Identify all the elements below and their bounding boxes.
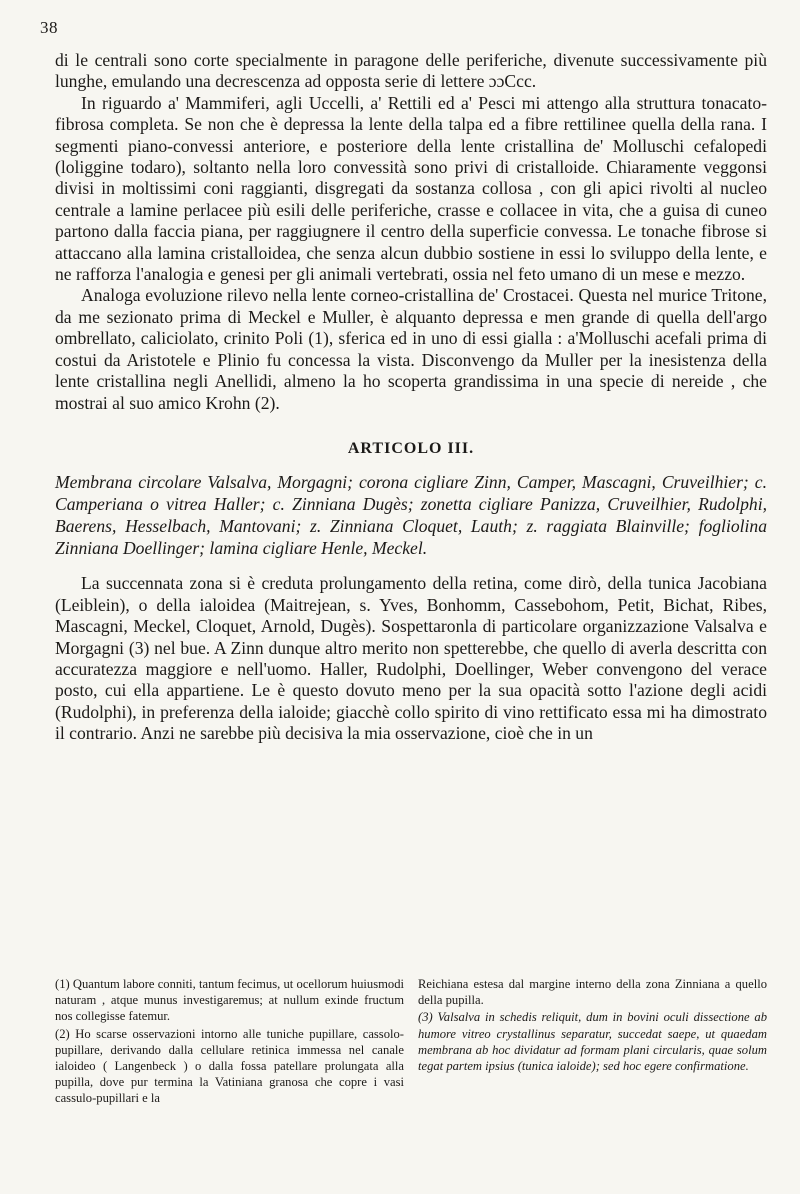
footnote-3: (3) Valsalva in schedis reliquit, dum in bovini oculi dissectione ab humore vitreo crystallinus separatur, succedat saepe, ut quaedam membrana ab hoc dividatur ad formam plani circularis, quae solum tegat partem ipsius (tunica ialoide); sed hoc egere confirmatione. [418,1010,767,1074]
paragraph-2: In riguardo a' Mammiferi, agli Uccelli, a' Rettili ed a' Pesci mi attengo alla struttura tonacato-fibrosa completa. Se non che è depressa la lente della talpa ed a fibre rettilinee quella della rana. I segmenti piano-convessi anteriore, e posteriore della lente cristallina de' Molluschi cefalopedi (loliggine todaro), soltanto nella loro convessità sono privi di cristalloide. Chiaramente veggonsi divisi in moltissimi coni raggianti, disgregati da sostanza collosa , con gli apici rivolti al nucleo centrale a lamine perlacee più esili delle periferiche, crasse e collacee in vita, che a guisa di cuneo partono dalla faccia piana, per raggiugnere il centro della superficie convessa. Le tonache fibrose si attaccano alla lamina cristalloidea, che senza alcun dubbio sostiene in essi lo sviluppo della lente, e ne rafforza l'analogia e genesi per gli animali vertebrati, ossia nel feto umano di un mese e mezzo. [55,92,767,285]
footnotes [55,976,767,1108]
article-heading: ARTICOLO III. [347,439,475,457]
footnote-2-continued: Reichiana estesa dal margine interno della zona Zinniana a quello della pupilla. [418,977,767,1008]
paragraph-1: di le centrali sono corte specialmente in paragone delle periferiche, divenute successivamente più lunghe, emulando una decrescenza ad opposta serie di lettere ɔɔCcc. [55,50,767,92]
footnote-1: (1) Quantum labore conniti, tantum fecimus, ut ocellorum huiusmodi naturam , atque munus investigaremus; at nullum exinde fructum nos collegisse fatemur. [55,977,404,1024]
main-text [55,50,767,745]
article-subtitle: Membrana circolare Valsalva, Morgagni; corona cigliare Zinn, Camper, Mascagni, Cruveilhier; c. Camperiana o vitrea Haller; c. Zinniana Dugès; zonetta cigliare Panizza, Cruveilhier, Rudolphi, Baerens, Hesselbach, Mantovani; z. Zinniana Cloquet, Lauth; z. raggiata Blainville; fogliolina Zinniana Doellinger; lamina cigliare Henle, Meckel. [55,472,767,559]
footnote-2: (2) Ho scarse osservazioni intorno alle tuniche pupillare, cassolo-pupillare, derivando dalla cellulare retinica immessa nel canale ialoideo ( Langenbeck ) o dalla fossa patellare prolungata alla pupilla, dove pur termina la Vatiniana granosa che copre i vasi cassulo-pupillari e la [55,1026,404,1106]
footnotes-right-column [418,976,767,1108]
footnotes-left-column [55,976,404,1108]
page-number: 38 [40,18,58,37]
paragraph-3: Analoga evoluzione rilevo nella lente corneo-cristallina de' Crostacei. Questa nel murice Tritone, da me sezionato prima di Meckel e Muller, è alquanto depressa e men grande di quella dell'argo ombrellato, caliciolato, crinito Poli (1), sferica ed in uno di essi gialla : a'Molluschi acefali prima di costui da Aristotele e Plinio fu concessa la vista. Disconvengo da Muller per la inesistenza della lente cristallina negli Anellidi, almeno la ho scoperta grandissima in una specie di nereide , che mostrai al suo amico Krohn (2). [55,285,767,413]
article-paragraph: La succennata zona si è creduta prolungamento della retina, come dirò, della tunica Jacobiana (Leiblein), o della ialoidea (Maitrejean, s. Yves, Bonhomm, Cassebohom, Petit, Bichat, Ribes, Mascagni, Meckel, Cloquet, Arnold, Dugès). Sospettaronla di particolare organizzazione Valsalva e Morgagni (3) nel bue. A Zinn dunque altro merito non spetterebbe, che quello di averla descritta con accuratezza maggiore e nell'uomo. Haller, Rudolphi, Doellinger, Weber convengono del verace posto, cui ella appartiene. Le è questo dovuto meno per la sua opacità sotto l'azione degli acidi (Rudolphi), in preferenza della ialoide; giacchè collo spirito di vino rettificato essa mi ha dimostrato il contrario. Anzi ne sarebbe più decisiva la mia osservazione, cioè che in un [55,573,767,744]
